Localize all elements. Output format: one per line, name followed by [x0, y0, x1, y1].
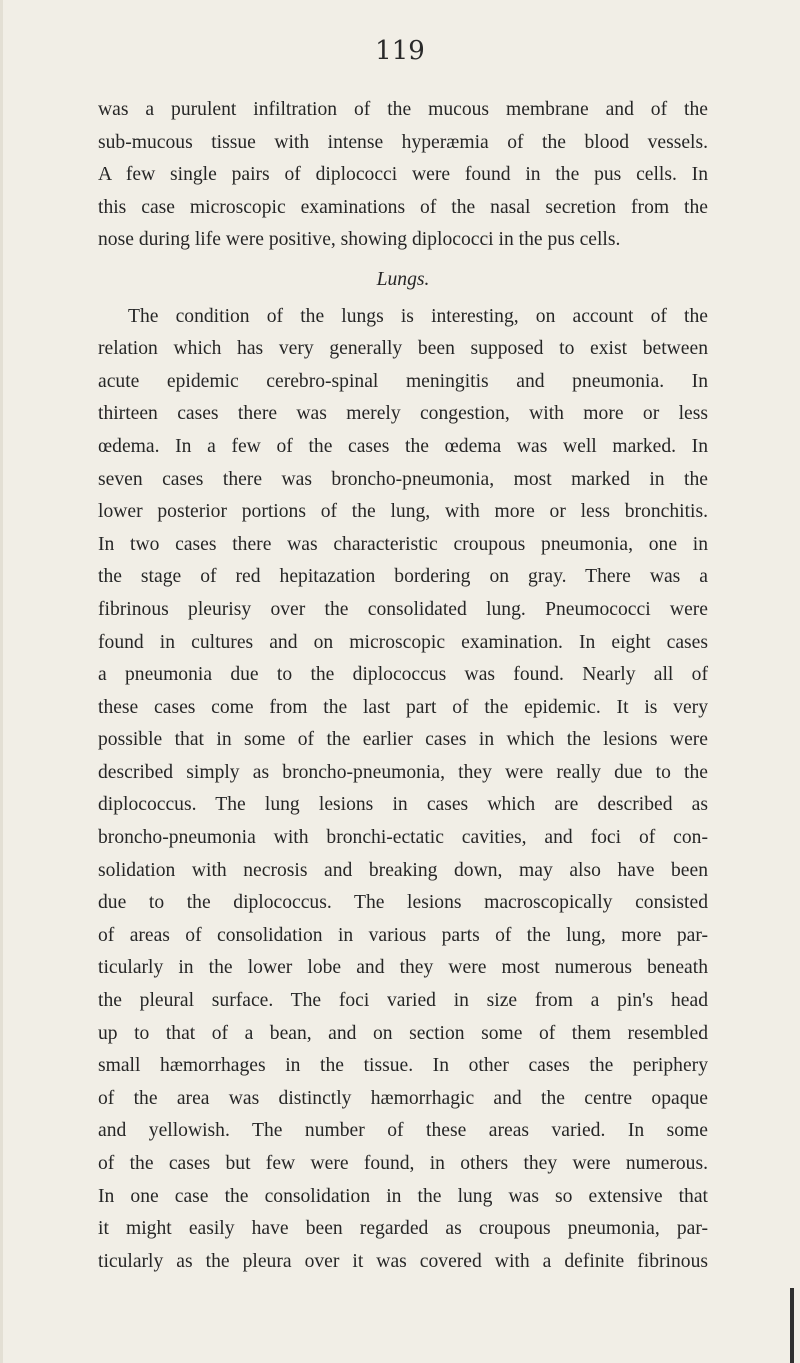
text-line: ticularly in the lower lobe and they were most numerous beneath	[98, 957, 708, 979]
text-line: sub-mucous tissue with intense hyperæmia of the blood vessels.	[98, 131, 708, 153]
text-line: In two cases there was characteristic croupous pneumonia, one in	[98, 533, 708, 555]
body-text	[98, 94, 708, 1278]
text-line: this case microscopic examinations of the nasal secretion from the	[98, 196, 708, 218]
text-line: a pneumonia due to the diplococcus was found. Nearly all of	[98, 664, 708, 686]
text-line: described simply as broncho-pneumonia, they were really due to the	[98, 761, 708, 783]
section-heading: Lungs.	[376, 268, 430, 290]
paragraph-1	[98, 94, 708, 257]
text-line: In one case the consolidation in the lung was so extensive that	[98, 1185, 708, 1207]
text-line: found in cultures and on microscopic examination. In eight cases	[98, 631, 708, 653]
page-gutter-shadow	[0, 0, 3, 1363]
text-line: small hæmorrhages in the tissue. In other cases the periphery	[98, 1055, 708, 1077]
text-line: nose during life were positive, showing diplococci in the pus cells.	[98, 229, 621, 251]
text-line: up to that of a bean, and on section some of them resembled	[98, 1022, 708, 1044]
paragraph-2	[98, 301, 708, 1279]
text-line: solidation with necrosis and breaking down, may also have been	[98, 859, 708, 881]
page-number: 119	[375, 36, 425, 66]
text-line: fibrinous pleurisy over the consolidated lung. Pneumococci were	[98, 598, 708, 620]
text-line: the stage of red hepitazation bordering on gray. There was a	[98, 566, 708, 588]
text-line: broncho-pneumonia with bronchi-ectatic cavities, and foci of con-	[98, 827, 708, 849]
text-line: seven cases there was broncho-pneumonia, most marked in the	[98, 468, 708, 490]
text-line: these cases come from the last part of the epidemic. It is very	[98, 696, 708, 718]
text-line: the pleural surface. The foci varied in size from a pin's head	[98, 990, 708, 1012]
text-line: was a purulent infiltration of the mucous membrane and of the	[98, 99, 708, 120]
text-line: The condition of the lungs is interesting, on account of the	[128, 305, 708, 327]
text-line: ticularly as the pleura over it was covered with a definite fibrinous	[98, 1250, 708, 1272]
text-line: acute epidemic cerebro-spinal meningitis and pneumonia. In	[98, 370, 708, 392]
text-line: relation which has very generally been supposed to exist between	[98, 338, 708, 360]
text-line: of the cases but few were found, in others they were numerous.	[98, 1153, 708, 1174]
text-line: of areas of consolidation in various parts of the lung, more par-	[98, 924, 708, 946]
text-line: lower posterior portions of the lung, with more or less bronchitis.	[98, 501, 708, 523]
text-line: due to the diplococcus. The lesions macroscopically consisted	[98, 892, 708, 914]
text-line: and yellowish. The number of these areas varied. In some	[98, 1120, 708, 1142]
text-line: possible that in some of the earlier cases in which the lesions were	[98, 729, 708, 751]
text-line: thirteen cases there was merely congestion, with more or less	[98, 403, 708, 425]
text-line: of the area was distinctly hæmorrhagic and the centre opaque	[98, 1087, 708, 1109]
text-line: diplococcus. The lung lesions in cases which are described as	[98, 794, 708, 816]
text-line: œdema. In a few of the cases the œdema was well marked. In	[98, 435, 708, 457]
page-edge-mark	[790, 1288, 794, 1363]
text-line: it might easily have been regarded as croupous pneumonia, par-	[98, 1218, 708, 1240]
text-line: A few single pairs of diplococci were found in the pus cells. In	[98, 164, 708, 186]
